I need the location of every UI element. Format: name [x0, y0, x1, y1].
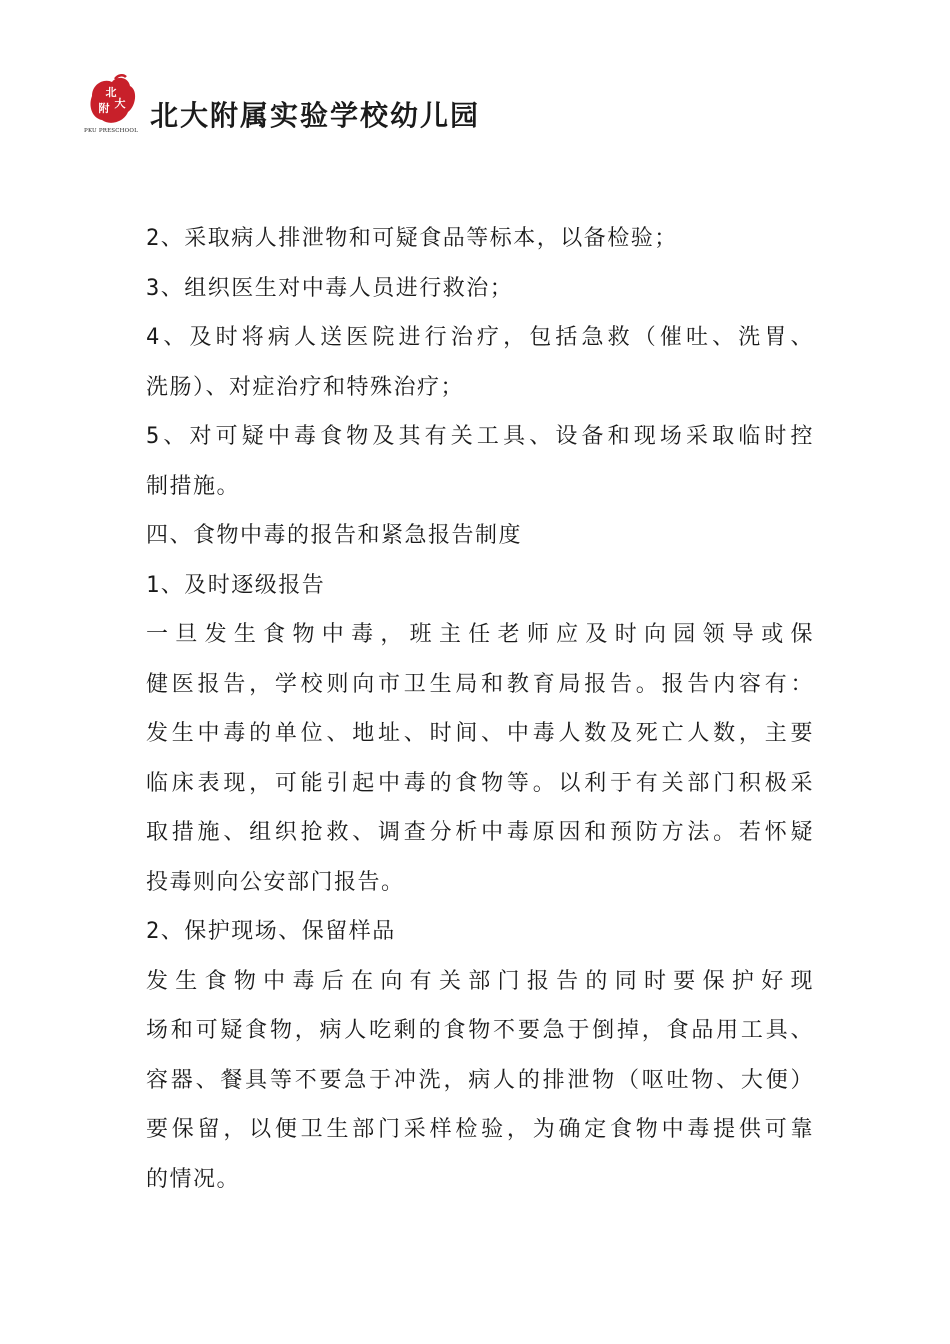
school-name: 北大附属实验学校幼儿园 [150, 99, 481, 132]
document-body [146, 214, 814, 1204]
text-line: 4、及时将病人送医院进行治疗，包括急救（催吐、洗胃、 [146, 325, 814, 350]
logo-mark-icon [82, 72, 140, 130]
subsection-heading: 2、保护现场、保留样品 [146, 919, 396, 944]
logo-caption: PKU PRESCHOOL [84, 128, 138, 134]
school-logo [82, 72, 140, 142]
logo-char-1: 北 [105, 86, 117, 99]
text-line: 一旦发生食物中毒，班主任老师应及时向园领导或保 [146, 622, 814, 647]
text-line: 制措施。 [146, 473, 241, 499]
text-line: 2、采取病人排泄物和可疑食品等标本，以备检验； [146, 226, 678, 251]
text-line: 3、组织医生对中毒人员进行救治； [146, 275, 514, 301]
text-line: 发生食物中毒后在向有关部门报告的同时要保护好现 [146, 968, 814, 994]
logo-char-2: 大 [114, 97, 126, 110]
logo-char-3: 附 [98, 102, 110, 115]
text-line: 要保留，以便卫生部门采样检验，为确定食物中毒提供可靠 [146, 1117, 814, 1142]
text-line: 临床表现，可能引起中毒的食物等。以利于有关部门积极采 [146, 770, 814, 796]
text-line: 容器、餐具等不要急于冲洗，病人的排泄物（呕吐物、大便） [146, 1067, 814, 1093]
text-line: 投毒则向公安部门报告。 [146, 869, 405, 895]
text-line: 场和可疑食物，病人吃剩的食物不要急于倒掉，食品用工具、 [146, 1018, 814, 1043]
subsection-heading: 1、及时逐级报告 [146, 572, 326, 598]
text-line: 发生中毒的单位、地址、时间、中毒人数及死亡人数，主要 [146, 721, 814, 746]
text-line: 的情况。 [146, 1166, 241, 1192]
text-line: 5、对可疑中毒食物及其有关工具、设备和现场采取临时控 [146, 424, 814, 449]
page-header [82, 72, 480, 142]
text-line: 健医报告，学校则向市卫生局和教育局报告。报告内容有： [146, 671, 814, 697]
section-heading: 四、食物中毒的报告和紧急报告制度 [146, 523, 523, 548]
text-line: 取措施、组织抢救、调查分析中毒原因和预防方法。若怀疑 [146, 820, 814, 845]
text-line: 洗肠）、对症治疗和特殊治疗； [146, 374, 465, 400]
